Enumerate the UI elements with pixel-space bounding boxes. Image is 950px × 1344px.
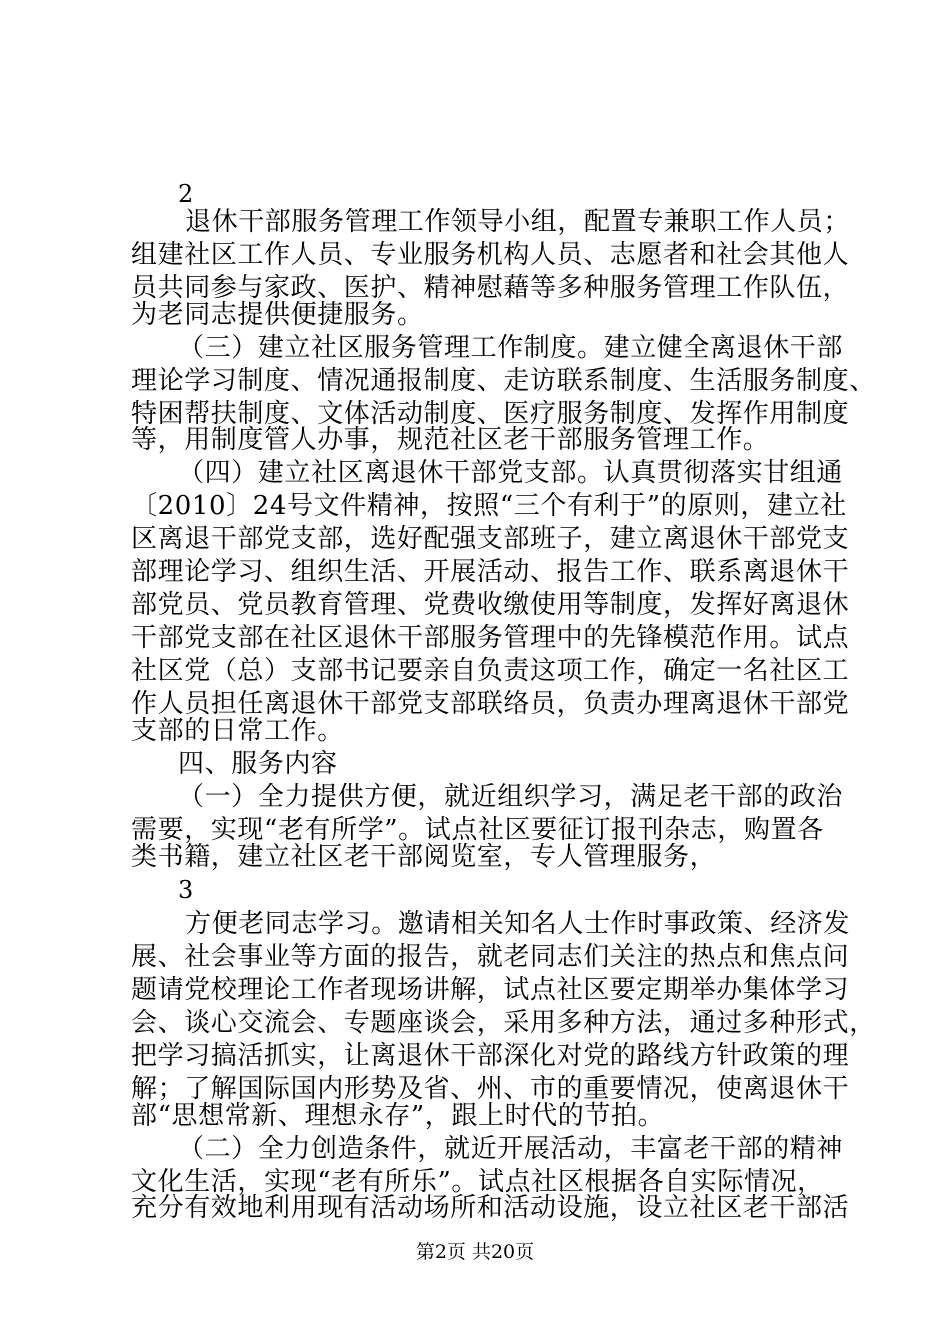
text-line: 会、谈心交流会、专题座谈会，采用多种方法，通过多种形式，	[131, 1008, 876, 1038]
text-line: 充分有效地利用现有活动场所和活动设施，设立社区老干部活	[131, 1193, 850, 1223]
page-mark: 2	[178, 180, 194, 208]
text-line: 干部党支部在社区退休干部服务管理中的先锋模范作用。试点	[131, 623, 850, 653]
text-line: 理论学习制度、情况通报制度、走访联系制度、生活服务制度、	[131, 366, 876, 396]
text-line: 解；了解国际国内形势及省、州、市的重要情况，使离退休干	[131, 1074, 850, 1104]
text-line: 退休干部服务管理工作领导小组，配置专兼职工作人员；	[185, 207, 851, 237]
text-line: 社区党（总）支部书记要亲自负责这项工作，确定一名社区工	[131, 656, 850, 686]
text-line: 展、社会事业等方面的报告，就老同志们关注的热点和焦点问	[131, 942, 850, 972]
text-line: （三）建立社区服务管理工作制度。建立健全离退休干部	[178, 333, 844, 363]
text-line: 〔2010〕24号文件精神，按照“三个有利于”的原则，建立社	[131, 491, 847, 521]
section-heading: 四、服务内容	[178, 749, 338, 779]
text-line: 为老同志提供便捷服务。	[131, 300, 424, 330]
text-line: 支部的日常工作。	[131, 716, 344, 746]
text-line: 组建社区工作人员、专业服务机构人员、志愿者和社会其他人	[131, 240, 850, 270]
text-line: 员共同参与家政、医护、精神慰藉等多种服务管理工作队伍，	[131, 273, 850, 303]
text-line: （二）全力创造条件，就近开展活动，丰富老干部的精神	[178, 1134, 844, 1164]
text-line: 题请党校理论工作者现场讲解，试点社区要定期举办集体学习	[131, 975, 850, 1005]
text-line: 类书籍，建立社区老干部阅览室，专人管理服务，	[131, 842, 717, 872]
text-line: 部理论学习、组织生活、开展活动、报告工作、联系离退休干	[131, 557, 850, 587]
text-line: 文化生活，实现“老有所乐”。试点社区根据各自实际情况，	[131, 1167, 824, 1197]
text-line: （一）全力提供方便，就近组织学习，满足老干部的政治	[178, 782, 844, 812]
text-line: 特困帮扶制度、文体活动制度、医疗服务制度、发挥作用制度	[131, 399, 850, 429]
text-line: 部“思想常新、理想永存”，跟上时代的节拍。	[131, 1101, 665, 1131]
text-line: 等，用制度管人办事，规范社区老干部服务管理工作。	[131, 425, 770, 455]
text-line: 作人员担任离退休干部党支部联络员，负责办理离退休干部党	[131, 689, 850, 719]
text-line: 需要，实现“老有所学”。试点社区要征订报刊杂志，购置各	[131, 815, 824, 845]
text-line: 部党员、党员教育管理、党费收缴使用等制度，发挥好离退休	[131, 590, 850, 620]
text-line: 区离退干部党支部，选好配强支部班子，建立离退休干部党支	[131, 524, 850, 554]
page-footer: 第2页 共20页	[415, 1241, 535, 1263]
text-line: （四）建立社区离退休干部党支部。认真贯彻落实甘组通	[178, 458, 844, 488]
page-mark: 3	[178, 876, 194, 904]
text-line: 把学习搞活抓实，让离退休干部深化对党的路线方针政策的理	[131, 1041, 850, 1071]
text-line: 方便老同志学习。邀请相关知名人士作时事政策、经济发	[185, 909, 851, 939]
